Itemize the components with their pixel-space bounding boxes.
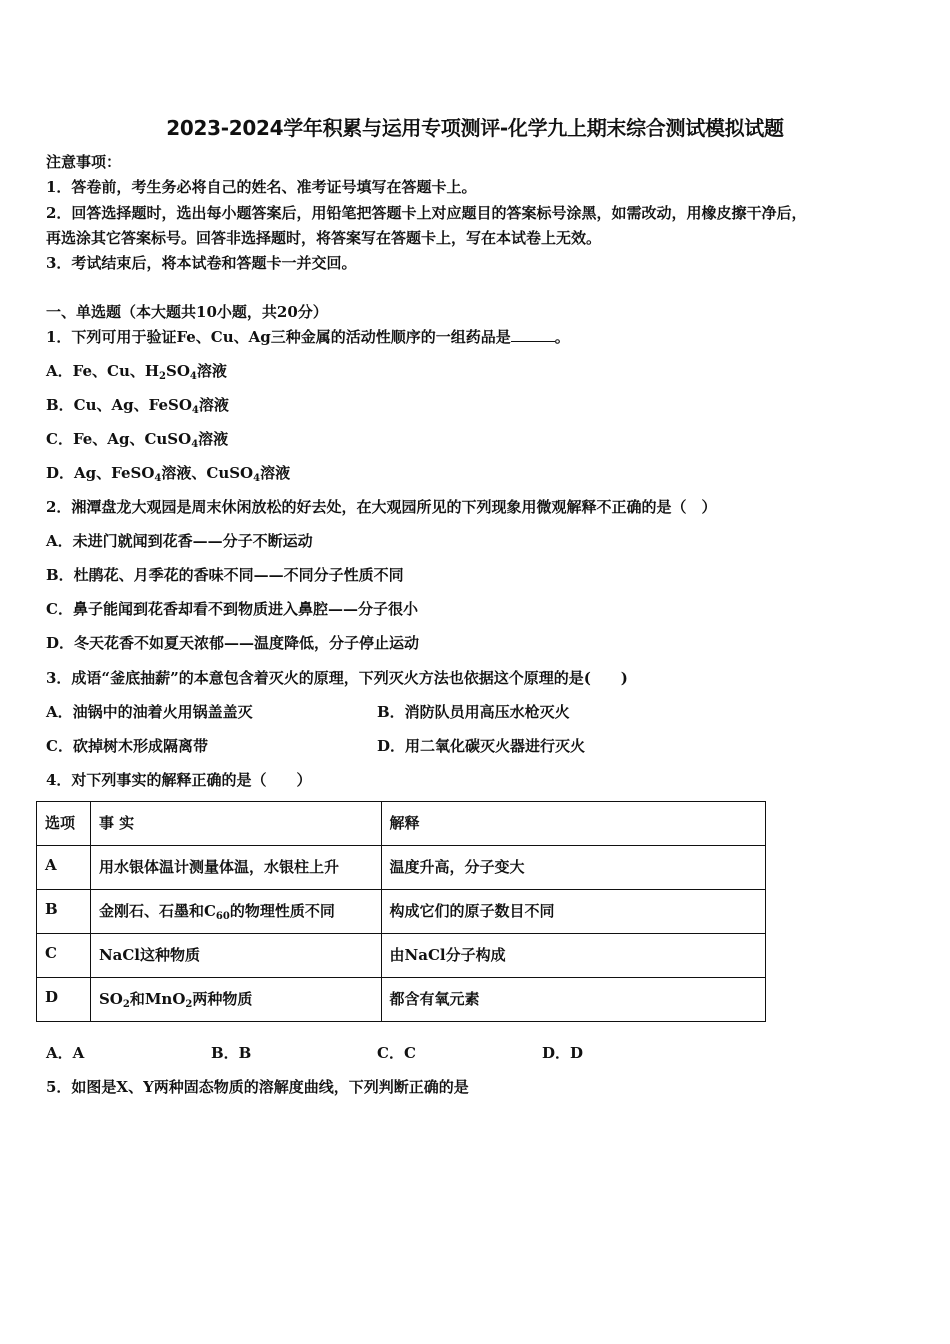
q5-stem: 5．如图是X、Y两种固态物质的溶解度曲线，下列判断正确的是 <box>46 1078 469 1096</box>
q2-stem: 2．湘潭盘龙大观园是周末休闲放松的好去处，在大观园所见的下列现象用微观解释不正确的是（ ） <box>46 498 717 516</box>
row-fact: 用水银体温计测量体温，水银柱上升 <box>90 846 381 890</box>
fact-text: SO <box>98 990 123 1008</box>
note-1: 1．答卷前，考生务必将自己的姓名、准考证号填写在答题卡上。 <box>46 178 477 196</box>
q1-option-a <box>46 361 227 381</box>
q2-option-b: B．杜鹃花、月季花的香味不同——不同分子性质不同 <box>46 566 404 584</box>
note-3: 3．考试结束后，将本试卷和答题卡一并交回。 <box>46 254 357 272</box>
q2-option-d: D．冬天花香不如夏天浓郁——温度降低，分子停止运动 <box>46 634 420 652</box>
row-explanation: 构成它们的原子数目不同 <box>381 890 765 934</box>
section-heading: 一、单选题（本大题共10小题，共20分） <box>46 303 328 321</box>
q4-answer-b: B．B <box>211 1044 252 1062</box>
q3-stem: 3．成语“釜底抽薪”的本意包含着灭火的原理，下列灭火方法也依据这个原理的是( ) <box>46 669 628 687</box>
q4-answer-d: D．D <box>542 1044 584 1062</box>
q1-a-sub2: 4 <box>189 371 197 382</box>
fact-subscript: 2 <box>122 999 130 1010</box>
answer-blank <box>511 327 555 342</box>
q1-a-label: A．Fe、Cu、H <box>46 362 160 380</box>
q1-stem-end: 。 <box>554 328 570 346</box>
header-option: 选项 <box>37 802 91 846</box>
row-option: A <box>37 846 91 890</box>
fact-text-mid: 和MnO <box>129 990 186 1008</box>
q2-option-a: A．未进门就闻到花香——分子不断运动 <box>46 532 313 550</box>
table-row <box>37 890 766 934</box>
q3-option-c: C．砍掉树木形成隔离带 <box>46 737 208 755</box>
q1-d-sub2: 4 <box>253 473 261 484</box>
notes-heading: 注意事项： <box>46 153 122 171</box>
header-explanation: 解释 <box>381 802 765 846</box>
fact-text-end: 的物理性质不同 <box>229 902 335 920</box>
q1-option-c <box>46 429 228 449</box>
q1-a-sub1: 2 <box>159 371 166 382</box>
q1-stem-text: 1．下列可用于验证Fe、Cu、Ag三种金属的活动性顺序的一组药品是 <box>46 328 511 346</box>
row-explanation: 都含有氧元素 <box>381 978 765 1022</box>
q3-option-b: B．消防队员用高压水枪灭火 <box>377 703 570 721</box>
page-title: 2023-2024学年积累与运用专项测评-化学九上期末综合测试模拟试题 <box>166 116 784 140</box>
q4-answer-a: A．A <box>46 1044 85 1062</box>
q1-c-sub1: 4 <box>191 439 199 450</box>
q1-option-d <box>46 463 290 483</box>
fact-subscript-2: 2 <box>185 999 193 1010</box>
fact-text: 金刚石、石墨和C <box>98 902 216 920</box>
q1-d-label: D．Ag、FeSO <box>46 464 155 482</box>
q4-stem: 4．对下列事实的解释正确的是（ ） <box>46 771 312 789</box>
fact-text-end: 两种物质 <box>192 990 253 1008</box>
row-fact <box>90 978 381 1022</box>
q4-answer-c: C．C <box>377 1044 416 1062</box>
q3-option-d: D．用二氧化碳灭火器进行灭火 <box>377 737 586 755</box>
q4-table <box>36 801 766 1022</box>
header-fact: 事 实 <box>90 802 381 846</box>
fact-subscript: 60 <box>215 911 230 922</box>
q1-stem <box>46 327 570 347</box>
note-2: 2．回答选择题时，选出每小题答案后，用铅笔把答题卡上对应题目的答案标号涂黑，如需改动，用橡皮擦干净后， <box>46 204 807 222</box>
q1-d-mid: 溶液、CuSO <box>161 464 254 482</box>
q1-option-b <box>46 395 229 415</box>
table-row <box>37 846 766 890</box>
row-fact <box>90 890 381 934</box>
q2-option-c: C．鼻子能闻到花香却看不到物质进入鼻腔——分子很小 <box>46 600 418 618</box>
q1-a-tail: 溶液 <box>196 362 227 380</box>
q1-c-tail: 溶液 <box>198 430 229 448</box>
table-header-row <box>37 802 766 846</box>
note-2-continued: 再选涂其它答案标号。回答非选择题时，将答案写在答题卡上，写在本试卷上无效。 <box>46 229 602 247</box>
q1-d-sub1: 4 <box>154 473 162 484</box>
row-option: D <box>37 978 91 1022</box>
q1-b-label: B．Cu、Ag、FeSO <box>46 396 192 414</box>
row-explanation: 由NaCl分子构成 <box>381 934 765 978</box>
row-explanation: 温度升高，分子变大 <box>381 846 765 890</box>
q1-d-tail: 溶液 <box>260 464 291 482</box>
row-option: C <box>37 934 91 978</box>
table-row <box>37 934 766 978</box>
table-row <box>37 978 766 1022</box>
row-fact: NaCl这种物质 <box>90 934 381 978</box>
q3-option-a: A．油锅中的油着火用锅盖盖灭 <box>46 703 253 721</box>
q1-a-mid: SO <box>166 362 190 380</box>
q1-b-sub1: 4 <box>191 405 199 416</box>
row-option: B <box>37 890 91 934</box>
q1-c-label: C．Fe、Ag、CuSO <box>46 430 192 448</box>
q1-b-tail: 溶液 <box>198 396 229 414</box>
